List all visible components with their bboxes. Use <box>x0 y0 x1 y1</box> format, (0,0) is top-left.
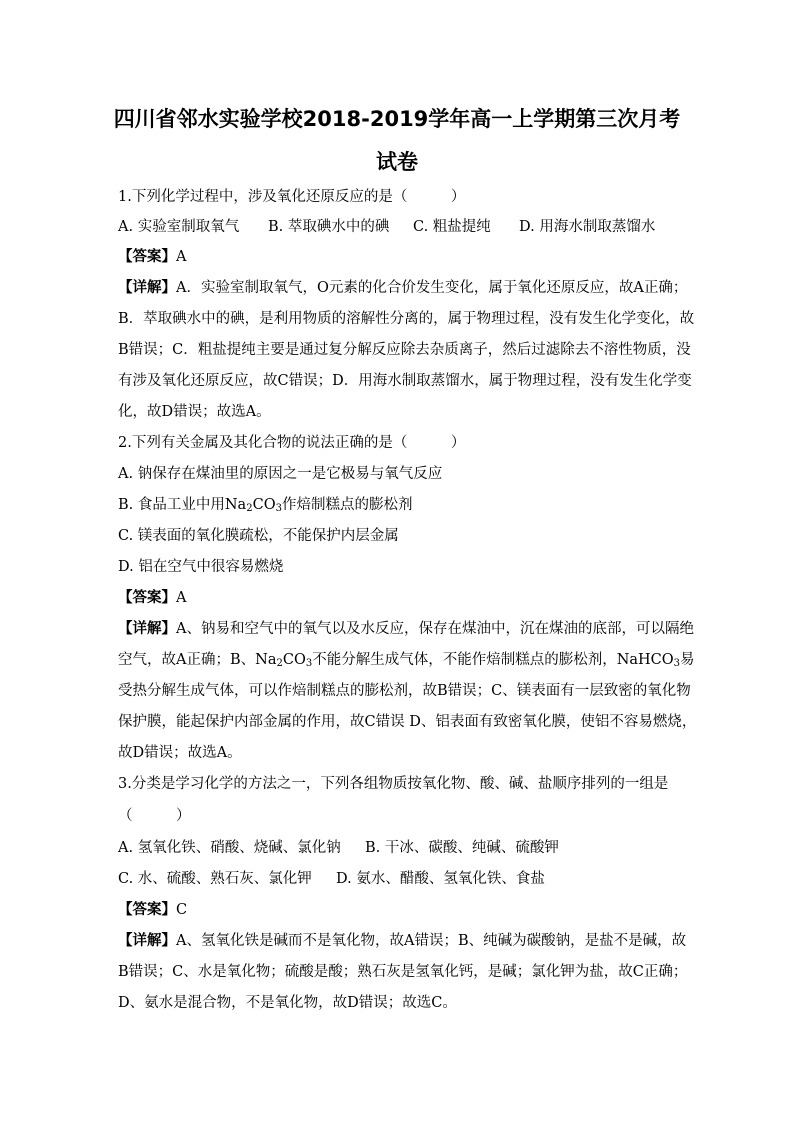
text: 作焙制糕点的膨松剂 <box>281 497 413 513</box>
subscript: 3 <box>673 658 681 669</box>
q1-option-a: A. 实验室制取氧气 <box>118 219 240 235</box>
text: 易 <box>680 652 695 668</box>
text: B. 食品工业中用Na <box>118 497 247 513</box>
answer-label: 【答案】 <box>118 589 176 606</box>
detail-text: A、钠易和空气中的氧气以及水反应，保存在煤油中，沉在煤油的底部，可以隔绝 <box>176 621 694 637</box>
q1-detail-line: 有涉及氧化还原反应，故C错误；D．用海水制取蒸馏水，属于物理过程，没有发生化学变 <box>118 373 692 389</box>
subscript: 2 <box>276 658 283 669</box>
q1-detail-line: B错误；C．粗盐提纯主要是通过复分解反应除去杂质离子，然后过滤除去不溶性物质，没 <box>118 342 691 358</box>
text: CO <box>282 652 306 668</box>
detail-label: 【详解】 <box>118 279 176 296</box>
text: CO <box>252 497 276 513</box>
q3-option-a: A. 氢氧化铁、硝酸、烧碱、氯化钠 <box>118 840 341 856</box>
q2-option-c: C. 镁表面的氧化膜疏松，不能保护内层金属 <box>118 528 399 544</box>
q3-options-row2 <box>118 869 678 889</box>
q2-option-d: D. 铝在空气中很容易燃烧 <box>118 559 284 575</box>
q1-stem: 1.下列化学过程中，涉及氧化还原反应的是（ ） <box>118 189 466 205</box>
q2-detail-line <box>118 619 694 639</box>
q1-options <box>118 217 678 237</box>
answer-label: 【答案】 <box>118 901 176 918</box>
subscript: 2 <box>246 503 253 514</box>
q3-detail-line <box>118 931 687 951</box>
q1-detail-line <box>118 278 688 298</box>
q3-stem-bracket: （ ） <box>118 808 191 824</box>
detail-label: 【详解】 <box>118 932 176 949</box>
q3-option-b: B. 干冰、碳酸、纯碱、硫酸钾 <box>365 840 559 856</box>
q3-option-d: D. 氨水、醋酸、氢氧化铁、食盐 <box>336 871 545 887</box>
text: 空气，故A正确；B、Na <box>118 652 277 668</box>
q3-detail-line: D、氨水是混合物，不是氧化物，故D错误；故选C。 <box>118 995 457 1011</box>
q1-answer <box>118 247 678 267</box>
detail-label: 【详解】 <box>118 620 176 637</box>
answer-value: C <box>176 902 188 918</box>
q2-answer <box>118 588 678 608</box>
q2-detail-line: 受热分解生成气体，可以作焙制糕点的膨松剂，故B错误；C、镁表面有一层致密的氧化物 <box>118 683 691 699</box>
q2-option-a: A. 钠保存在煤油里的原因之一是它极易与氧气反应 <box>118 466 443 482</box>
text: 不能分解生成气体，不能作焙制糕点的膨松剂，NaHCO <box>312 652 674 668</box>
detail-text: A．实验室制取氧气，O元素的化合价发生变化，属于氧化还原反应，故A正确； <box>176 280 688 296</box>
q1-option-c: C. 粗盐提纯 <box>413 219 491 235</box>
answer-value: A <box>176 249 187 265</box>
q1-option-d: D. 用海水制取蒸馏水 <box>519 219 656 235</box>
q3-option-c: C. 水、硫酸、熟石灰、氯化钾 <box>118 871 312 887</box>
page-title-line2: 试卷 <box>376 150 418 174</box>
q2-detail-line: 故D错误；故选A。 <box>118 745 242 761</box>
q1-option-b: B. 萃取碘水中的碘 <box>268 219 390 235</box>
q2-detail-line: 保护膜，能起保护内部金属的作用，故C错误 D、铝表面有致密氧化膜，使铝不容易燃烧， <box>118 714 697 730</box>
q3-stem: 3.分类是学习化学的方法之一，下列各组物质按氧化物、酸、碱、盐顺序排列的一组是 <box>118 776 669 792</box>
answer-value: A <box>176 590 187 606</box>
page-title-line1: 四川省邻水实验学校2018-2019学年高一上学期第三次月考 <box>113 107 681 131</box>
q2-detail-line <box>118 650 695 670</box>
q2-option-b <box>118 495 678 515</box>
q1-detail-line: 化，故D错误；故选A。 <box>118 404 271 420</box>
q2-stem: 2.下列有关金属及其化合物的说法正确的是（ ） <box>118 435 466 451</box>
q3-options-row1 <box>118 838 678 858</box>
q1-detail-line: B．萃取碘水中的碘，是利用物质的溶解性分离的，属于物理过程，没有发生化学变化，故 <box>118 311 695 327</box>
detail-text: A、氢氧化铁是碱而不是氧化物，故A错误；B、纯碱为碳酸钠，是盐不是碱，故 <box>176 933 687 949</box>
q3-detail-line: B错误；C、水是氧化物；硫酸是酸；熟石灰是氢氧化钙，是碱；氯化钾为盐，故C正确； <box>118 964 688 980</box>
subscript: 3 <box>275 503 282 514</box>
answer-label: 【答案】 <box>118 248 176 265</box>
q3-answer <box>118 900 678 920</box>
subscript: 3 <box>305 658 313 669</box>
